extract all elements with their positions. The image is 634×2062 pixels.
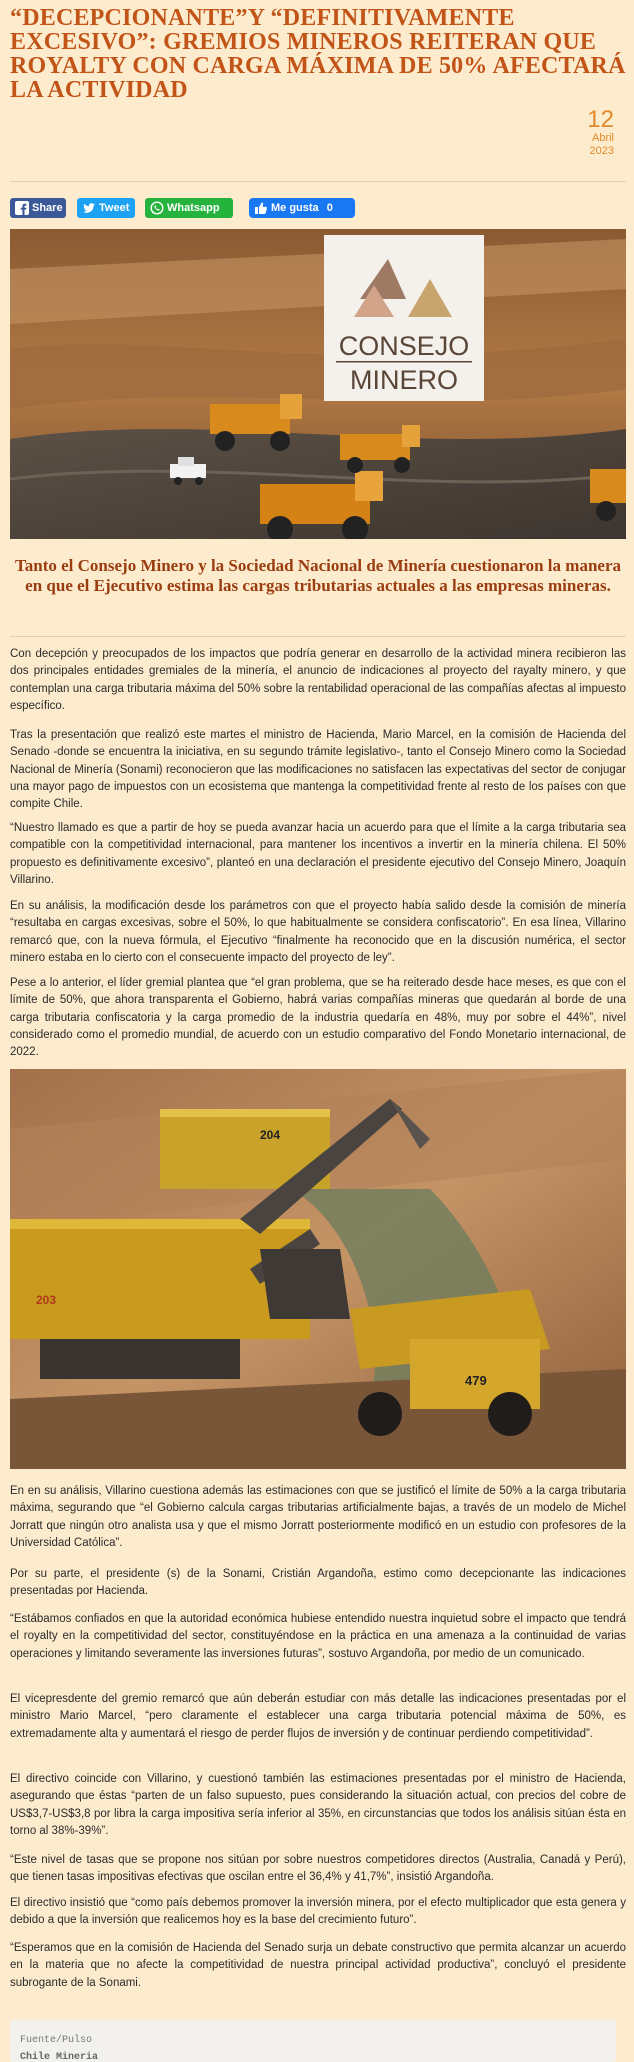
paragraph: En en su análisis, Villarino cuestiona además las estimaciones con que se justificó el límite de 50% a la carga tributaria máxima, segurando que “el Gobierno calcula cargas tributarias artificialmente bajas, a través de un modelo de Michel Jorratt que ningún otro analista usa y que el mismo Jorratt posteriormente modificó en un estudio con profesores de la Universidad Católica”. — [10, 1485, 626, 1549]
paragraph: Con decepción y preocupados de los impactos que podría generar en desarrollo de la actividad minera recibieron las dos principales entidades gremiales de la minería, el anuncio de indicaciones al proyecto del rayalty minero, y que contemplan una carga tributaria máxima del 50% sobre la rentabilidad operacional de las compañías afectas al impuesto específico. — [10, 648, 626, 712]
divider — [10, 181, 626, 182]
paragraph: “Esperamos que en la comisión de Hacienda del Senado surja un debate constructivo que permita alcanzar un acuerdo en la materia que no afecte la competitividad de nuestra principal actividad productiva”, concluyó el presidente subrogante de la Sonami. — [10, 1942, 626, 1989]
article-date — [587, 108, 614, 158]
twitter-share-button[interactable] — [77, 198, 135, 218]
paragraph: El directivo insistió que “como país debemos promover la inversión minera, por el efecto multiplicador que esta genera y debido a que la inversión que realicemos hoy es la base del crecimiento futuro”. — [10, 1897, 626, 1927]
consejo-minero-logo — [324, 235, 484, 401]
paragraph: “Estábamos confiados en que la autoridad económica hubiese entendido nuestra inquietud sobre el impacto que tendrá el royalty en la competitividad del sector, constituyéndose en la práctica en una amenaza a la continuidad de varias operaciones y limitando severamente las inversiones futuras”, sostuvo Argandoña, por medio de un comunicado. — [10, 1613, 626, 1660]
facebook-share-button[interactable] — [10, 198, 66, 218]
paragraph: Pese a lo anterior, el líder gremial plantea que “el gran problema, que se ha reiterado desde hace meses, es que con el límite de 50%, que ahora transparenta el Gobierno, habrá varias compañías mineras que quedarán al borde de una carga tributaria confiscatoria y la carga promedio de la industria quedaría en 48%, muy por sobre el 44%”, nivel considerado como el promedio mundial, de acuerdo con un estudio comparativo del Fondo Monetario internacional, de 2022. — [10, 977, 626, 1059]
mining-shovel-image — [10, 1069, 626, 1469]
like-count: 0 — [326, 202, 333, 214]
hero-image-mining-trucks — [10, 229, 626, 539]
whatsapp-icon — [150, 201, 164, 215]
twitter-icon — [82, 201, 96, 215]
truck-number: 204 — [260, 1128, 281, 1142]
facebook-icon — [15, 201, 29, 215]
paragraph: El directivo coincide con Villarino, y cuestionó también las estimaciones presentadas por el ministro de Hacienda, asegurando que éstas “parten de un falso supuesto, pues considerando la situación actual, con precios del cobre de US$3,7-US$3,8 por libra la carga impositiva sería inferior al 35%, en circunstancias que todos los análisis sitúan ésta en torno al 38%-39%”. — [10, 1773, 626, 1837]
truck-number: 203 — [36, 1293, 57, 1307]
paragraph: “Este nivel de tasas que se propone nos sitúan por sobre nuestros competidores directos (Australia, Canadá y Perú), que tienen tasas impositivas efectivas que oscilan entre el 36,4% y 41,7%”, insistió Argandoña. — [10, 1854, 626, 1884]
date-day: 12 — [587, 106, 614, 133]
truck-number: 479 — [465, 1373, 487, 1388]
logo-text-line1: CONSEJO — [338, 331, 470, 361]
thumbs-up-icon — [254, 201, 268, 215]
paragraph: El vicepresdente del gremio remarcó que aún deberán estudiar con más detalle las indicaciones presentadas por el ministro Mario Marcel, “pero claramente el establecer una carga tributaria potencial máxima de 50%, es extremadamente alta y aumentará el riesgo de perder flujos de inversión y de continuar perdiendo competitividad”. — [10, 1693, 626, 1740]
date-month: Abril — [591, 132, 614, 144]
date-year: 2023 — [589, 145, 614, 157]
shovel-illustration — [10, 1069, 626, 1469]
facebook-share-label: Share — [32, 202, 63, 214]
article-lead: Tanto el Consejo Minero y la Sociedad Nacional de Minería cuestionaron la manera en que el Ejecutivo estima las cargas tributarias actuales a las empresas mineras. — [14, 556, 621, 595]
article — [10, 0, 626, 2062]
logo-text-line2: MINERO — [350, 365, 458, 395]
whatsapp-share-label: Whatsapp — [167, 202, 220, 214]
paragraph: “Nuestro llamado es que a partir de hoy se pueda avanzar hacia un acuerdo para que el límite a la carga tributaria sea compatible con la competitividad internacional, para mantener los incentivos a invertir en la minería chilena. El 50% propuesto es definitivamente excesivo”, planteó en una declaración el presidente ejecutivo del Consejo Minero, Joaquín Villarino. — [10, 822, 626, 886]
source-label: Fuente/Pulso — [20, 2035, 93, 2046]
whatsapp-share-button[interactable] — [145, 198, 233, 218]
paragraph: Tras la presentación que realizó este martes el ministro de Hacienda, Mario Marcel, en la comisión de Hacienda del Senado -donde se encuentra la iniciativa, en su segundo trámite legislativo-, tanto el Consejo Minero como la Sociedad Nacional de Minería (Sonami) reconocieron que las modificaciones no satisfacen las expectativas del sector de conjugar una mayor pago de impuestos con un ecosistema que mantenga la competitividad frente al resto de los países con que compite Chile. — [10, 729, 626, 811]
facebook-like-button[interactable] — [249, 198, 355, 218]
paragraph: En su análisis, la modificación desde los parámetros con que el proyecto había salido desde la comisión de minería “resultaba en cargas excesivas, sobre el 50%, lo que habitualmente se considera confiscatorio”. En esa línea, Villarino remarcó que, con la nueva fórmula, el Ejecutivo “finalmente ha reconocido que en la discusión numérica, el sector minero estaba en lo cierto con el consecuente impacto del proyecto de ley”. — [10, 900, 626, 964]
like-label: Me gusta — [271, 202, 319, 214]
article-title: “DECEPCIONANTE”Y “DEFINITIVAMENTE EXCESIVO”: GREMIOS MINEROS REITERAN QUE ROYALTY CON CARGA MÁXIMA DE 50% AFECTARÁ LA ACTIVIDAD — [10, 5, 626, 103]
twitter-share-label: Tweet — [99, 202, 130, 214]
hero-illustration — [10, 229, 626, 539]
source-name: Chile Mineria — [20, 2052, 99, 2062]
source-box — [10, 2020, 616, 2062]
paragraph: Por su parte, el presidente (s) de la Sonami, Cristián Argandoña, estimo como decepcionante las indicaciones presentadas por Hacienda. — [10, 1568, 626, 1598]
divider — [10, 636, 626, 637]
